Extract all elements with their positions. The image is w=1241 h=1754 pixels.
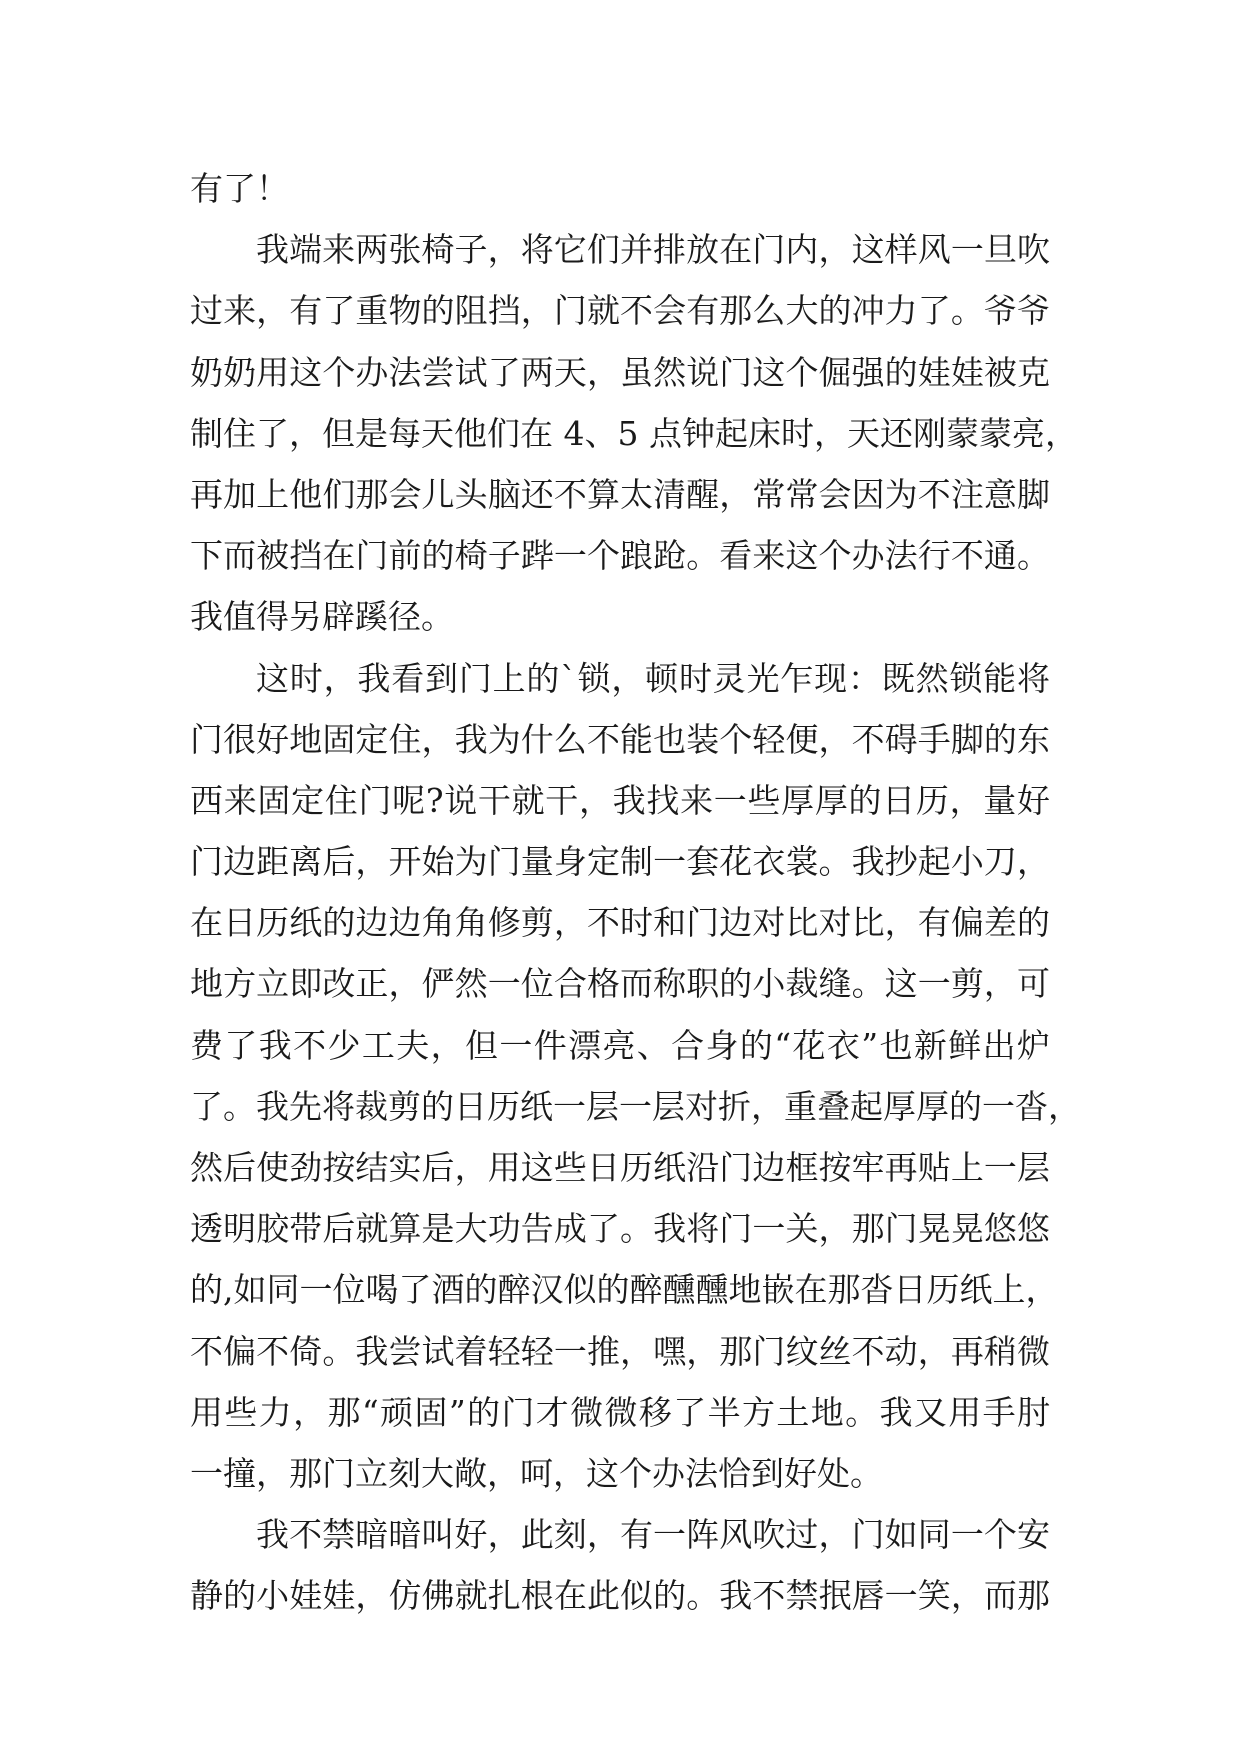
text-line: 西来固定住门呢?说干就干，我找来一些厚厚的日历，量好	[190, 780, 1050, 820]
text-line: 制住了，但是每天他们在 4、5 点钟起床时，天还刚蒙蒙亮，	[190, 413, 1078, 453]
body-text	[190, 158, 1081, 1627]
text-line: 静的小娃娃，仿佛就扎根在此似的。我不禁抿唇一笑，而那	[190, 1576, 1050, 1616]
text-line: 透明胶带后就算是大功告成了。我将门一关，那门晃晃悠悠	[190, 1209, 1050, 1249]
text-line: 不偏不倚。我尝试着轻轻一推，嘿，那门纹丝不动，再稍微	[190, 1331, 1050, 1371]
text-line: 门很好地固定住，我为什么不能也装个轻便，不碍手脚的东	[190, 719, 1050, 759]
text-line: 有了！	[190, 169, 289, 208]
text-line: 奶奶用这个办法尝试了两天，虽然说门这个倔强的娃娃被克	[190, 352, 1050, 392]
text-line: 地方立即改正，俨然一位合格而称职的小裁缝。这一剪，可	[190, 964, 1050, 1004]
text-line: 然后使劲按结实后，用这些日历纸沿门边框按牢再贴上一层	[190, 1148, 1050, 1187]
text-line: 一撞，那门立刻大敞，呵，这个办法恰到好处。	[190, 1453, 883, 1493]
text-line: 我值得另辟蹊径。	[190, 597, 454, 637]
text-line: 的,如同一位喝了酒的醉汉似的醉醺醺地嵌在那沓日历纸上，	[190, 1270, 1059, 1310]
text-line: 用些力，那“顽固”的门才微微移了半方土地。我又用手肘	[190, 1392, 1050, 1432]
paragraph-first-line: 这时，我看到门上的`锁，顿时灵光乍现：既然锁能将	[256, 658, 1050, 698]
text-line: 再加上他们那会儿头脑还不算太清醒，常常会因为不注意脚	[190, 474, 1050, 514]
text-line: 门边距离后，开始为门量身定制一套花衣裳。我抄起小刀，	[190, 842, 1050, 882]
text-line: 过来，有了重物的阻挡，门就不会有那么大的冲力了。爷爷	[190, 291, 1050, 331]
text-line: 下而被挡在门前的椅子跸一个踉跄。看来这个办法行不通。	[190, 536, 1050, 576]
text-line: 在日历纸的边边角角修剪，不时和门边对比对比，有偏差的	[190, 903, 1050, 943]
paragraph-first-line: 我不禁暗暗叫好，此刻，有一阵风吹过，门如同一个安	[256, 1515, 1050, 1555]
text-line: 了。我先将裁剪的日历纸一层一层对折，重叠起厚厚的一沓，	[190, 1086, 1081, 1126]
paragraph-first-line: 我端来两张椅子，将它们并排放在门内，这样风一旦吹	[256, 230, 1050, 270]
text-line: 费了我不少工夫，但一件漂亮、合身的“花衣”也新鲜出炉	[190, 1025, 1050, 1065]
